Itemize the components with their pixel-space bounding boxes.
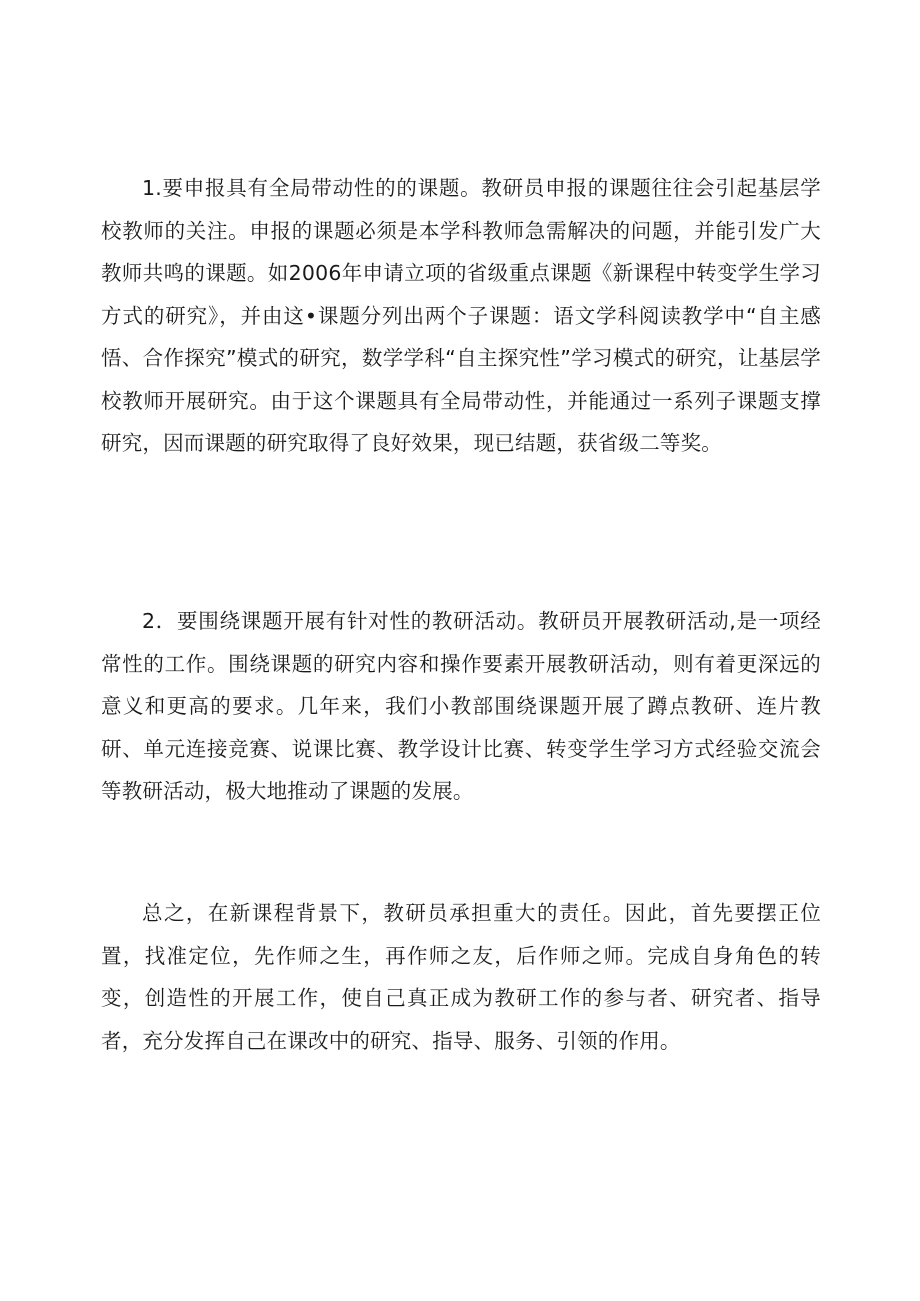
paragraph-2-number: 2 xyxy=(142,609,156,633)
paragraph-1-number: 1 xyxy=(142,176,156,200)
paragraph-summary-text: 总之，在新课程背景下，教研员承担重大的责任。因此，首先要摆正位置，找准定位，先作师之生，再作师之友，后作师之师。完成自身角色的转变，创造性的开展工作，使自己真正成为教研工作的参与者、研究者、指导者，充分发挥自己在课改中的研究、指导、服务、引领的作用。 xyxy=(101,901,821,1053)
paragraph-1-text: .要申报具有全局带动性的的课题。教研员申报的课题往往会引起基层学校教师的关注。申报的课题必须是本学科教师急需解决的问题，并能引发广大教师共鸣的课题。如2006年申请立项的省级重点课题《新课程中转变学生学习方式的研究》，并由这•课题分列出两个子课题：语文学科阅读教学中“自主感悟、合作探究”模式的研究，数学学科“自主探究性”学习模式的研究，让基层学校教师开展研究。由于这个课题具有全局带动性，并能通过一系列子课题支撑研究，因而课题的研究取得了良好效果，现已结题，获省级二等奖。 xyxy=(101,176,821,455)
paragraph-summary xyxy=(101,892,821,1062)
paragraph-1 xyxy=(101,167,821,465)
paragraph-2 xyxy=(101,600,821,813)
paragraph-2-text: ．要围绕课题开展有针对性的教研活动。教研员开展教研活动,是一项经常性的工作。围绕课题的研究内容和操作要素开展教研活动，则有着更深远的意义和更高的要求。几年来，我们小教部围绕课题开展了蹲点教研、连片教研、单元连接竞赛、说课比赛、教学设计比赛、转变学生学习方式经验交流会等教研活动，极大地推动了课题的发展。 xyxy=(101,609,821,803)
